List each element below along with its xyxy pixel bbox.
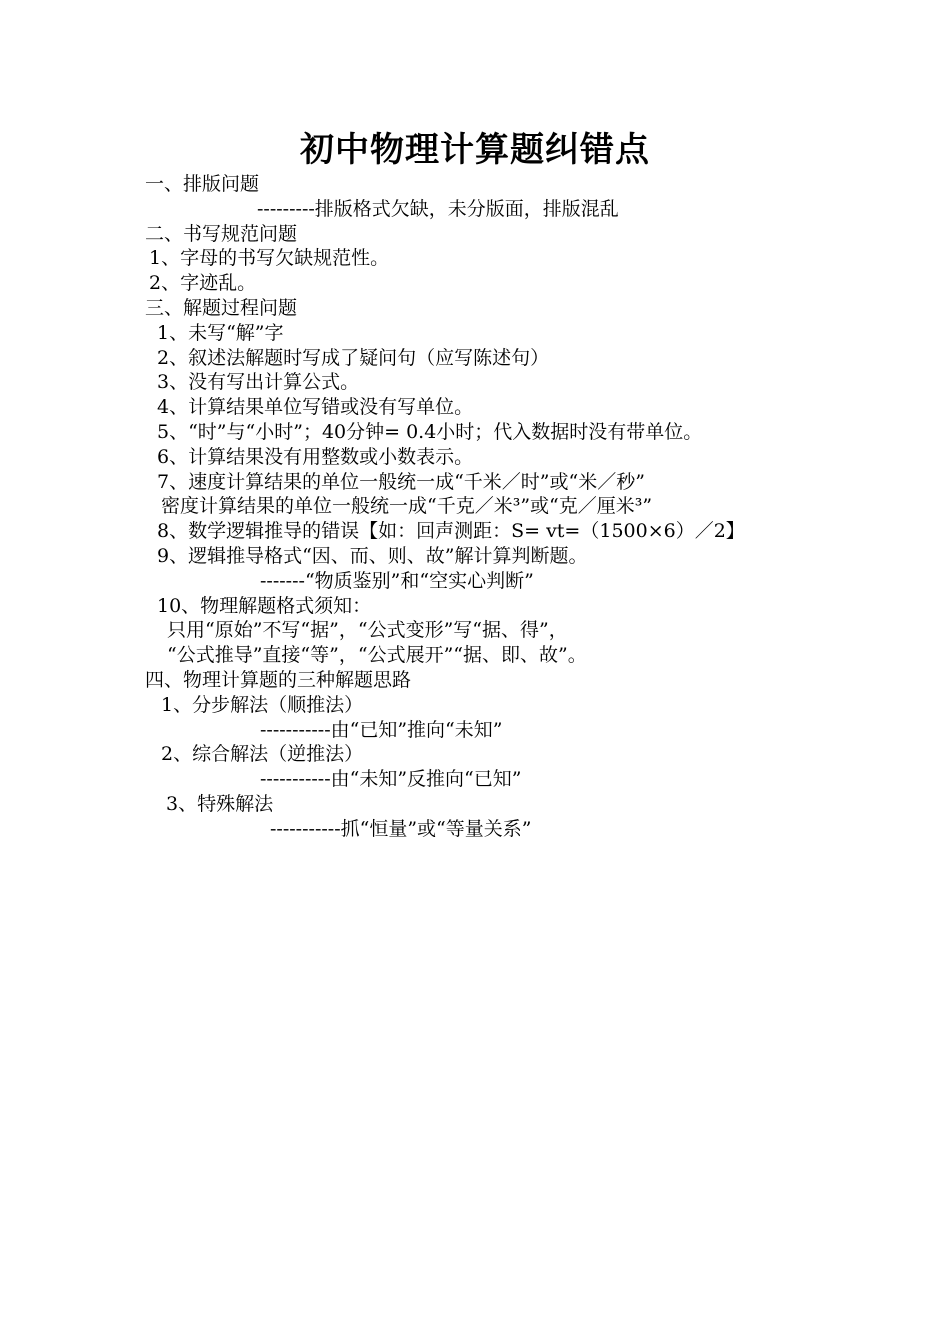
section-line: 6、计算结果没有用整数或小数表示。 [157, 445, 474, 468]
section-line: ---------排版格式欠缺，未分版面，排版混乱 [257, 197, 619, 220]
section-line: 密度计算结果的单位一般统一成“千克／米³”或“克／厘米³” [161, 495, 653, 518]
section-line: 5、“时”与“小时”；40分钟= 0.4小时；代入数据时没有带单位。 [157, 420, 703, 443]
section-heading: 四、物理计算题的三种解题思路 [145, 668, 412, 691]
section-line: -----------抓“恒量”或“等量关系” [270, 817, 532, 840]
document-title: 初中物理计算题纠错点 [300, 130, 650, 170]
section-line: -----------由“已知”推向“未知” [260, 718, 503, 741]
section-line: 1、分步解法（顺推法） [161, 693, 364, 716]
section-line: 7、速度计算结果的单位一般统一成“千米／时”或“米／秒” [157, 470, 645, 493]
section-line: 2、字迹乱。 [149, 272, 257, 295]
section-heading: 一、排版问题 [145, 173, 260, 195]
section-line: 1、未写“解”字 [157, 321, 284, 344]
section-line: 8、数学逻辑推导的错误【如：回声测距：S= vt=（1500×6）／2】 [157, 520, 745, 543]
section-line: 10、物理解题格式须知： [157, 594, 372, 617]
document-body [0, 172, 950, 842]
section-heading: 二、书写规范问题 [145, 222, 298, 245]
section-line: 3、特殊解法 [166, 792, 274, 815]
section-line: -----------由“未知”反推向“已知” [260, 768, 522, 791]
section-line: “公式推导”直接“等”，“公式展开”“据、即、故”。 [167, 644, 587, 667]
section-line: 3、没有写出计算公式。 [157, 371, 360, 394]
section-line: 9、逻辑推导格式“因、而、则、故”解计算判断题。 [157, 544, 588, 567]
section-line: -------“物质鉴别”和“空实心判断” [260, 569, 534, 592]
section-line: 2、综合解法（逆推法） [161, 743, 364, 766]
section-line: 1、字母的书写欠缺规范性。 [149, 247, 390, 270]
section-line: 2、叙述法解题时写成了疑问句（应写陈述句） [157, 346, 550, 369]
section-line: 只用“原始”不写“据”，“公式变形”写“据、得”， [167, 619, 568, 642]
section-line: 4、计算结果单位写错或没有写单位。 [157, 396, 474, 419]
section-heading: 三、解题过程问题 [145, 296, 298, 319]
